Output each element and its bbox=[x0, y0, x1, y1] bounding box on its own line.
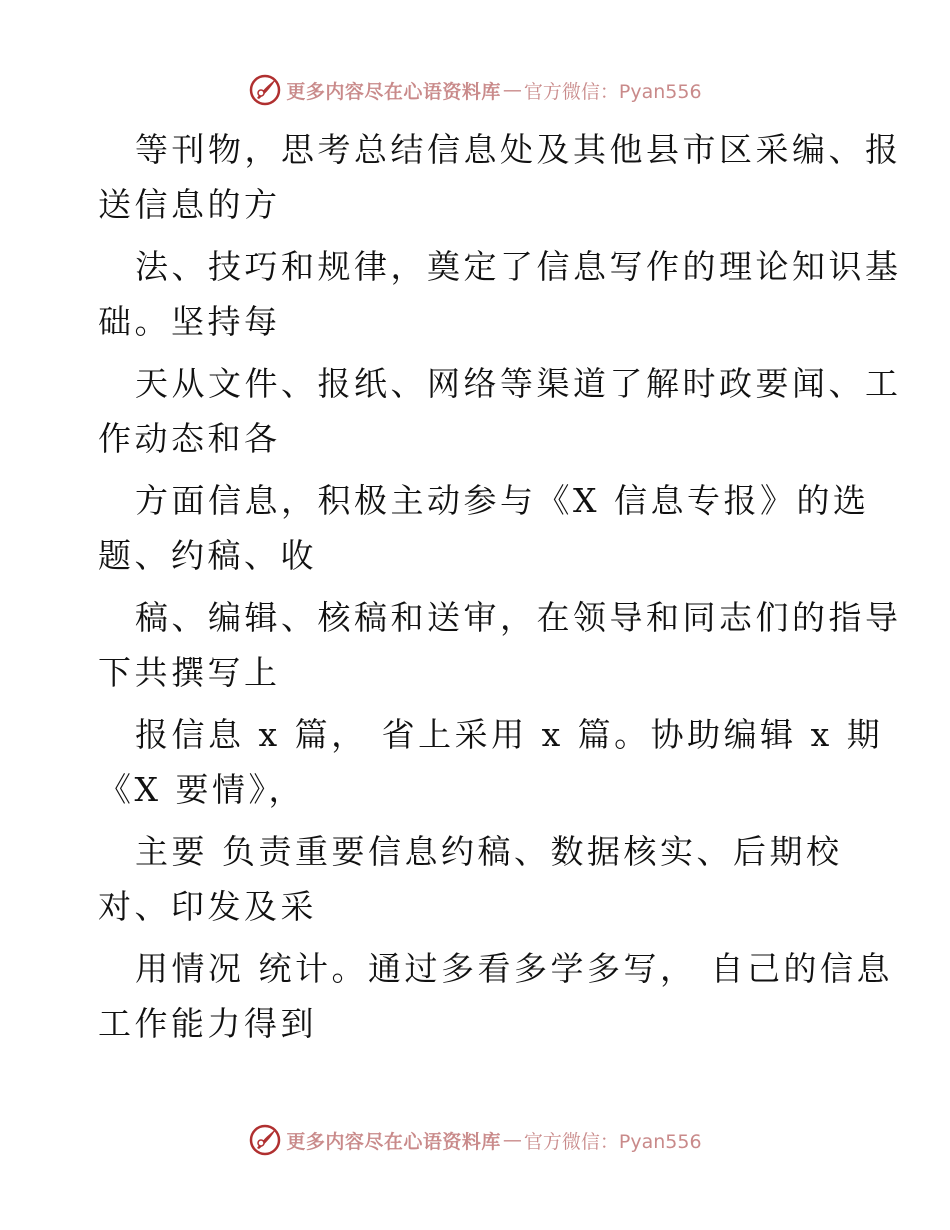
text-line: 题、约稿、收 bbox=[98, 536, 317, 575]
watermark-separator: — bbox=[502, 79, 522, 101]
text-line: 工作能力得到 bbox=[98, 1004, 317, 1043]
header-watermark bbox=[0, 70, 950, 110]
watermark-wechat: 官方微信：Pyan556 bbox=[523, 80, 702, 103]
watermark-title: 更多内容尽在心语资料库 bbox=[286, 80, 501, 103]
text-line: 作动态和各 bbox=[98, 419, 281, 458]
text-line: 对、印发及采 bbox=[98, 887, 317, 926]
watermark-title: 更多内容尽在心语资料库 bbox=[286, 1130, 501, 1153]
text-line: 报信息 x 篇， 省上采用 x 篇。协助编辑 x 期 bbox=[135, 715, 884, 754]
text-line: 用情况 统计。通过多看多学多写， 自己的信息 bbox=[135, 949, 893, 988]
text-line: 送信息的方 bbox=[98, 185, 281, 224]
text-line: 等刊物，思考总结信息处及其他县市区采编、报 bbox=[135, 130, 902, 169]
quill-seal-icon bbox=[248, 1123, 282, 1157]
text-line: 《X 要情》， bbox=[98, 770, 305, 809]
text-line: 主要 负责重要信息约稿、数据核实、后期校 bbox=[135, 832, 843, 871]
footer-watermark bbox=[0, 1120, 950, 1160]
text-line: 法、技巧和规律，奠定了信息写作的理论知识基 bbox=[135, 247, 902, 286]
text-line: 础。坚持每 bbox=[98, 302, 281, 341]
text-line: 稿、编辑、核稿和送审，在领导和同志们的指导 bbox=[135, 598, 902, 637]
text-line: 方面信息，积极主动参与《X 信息专报》的选 bbox=[135, 481, 870, 520]
watermark-wechat: 官方微信：Pyan556 bbox=[523, 1130, 702, 1153]
quill-seal-icon bbox=[248, 73, 282, 107]
text-line: 下共撰写上 bbox=[98, 653, 281, 692]
text-line: 天从文件、报纸、网络等渠道了解时政要闻、工 bbox=[135, 364, 902, 403]
watermark-separator: — bbox=[502, 1129, 522, 1151]
